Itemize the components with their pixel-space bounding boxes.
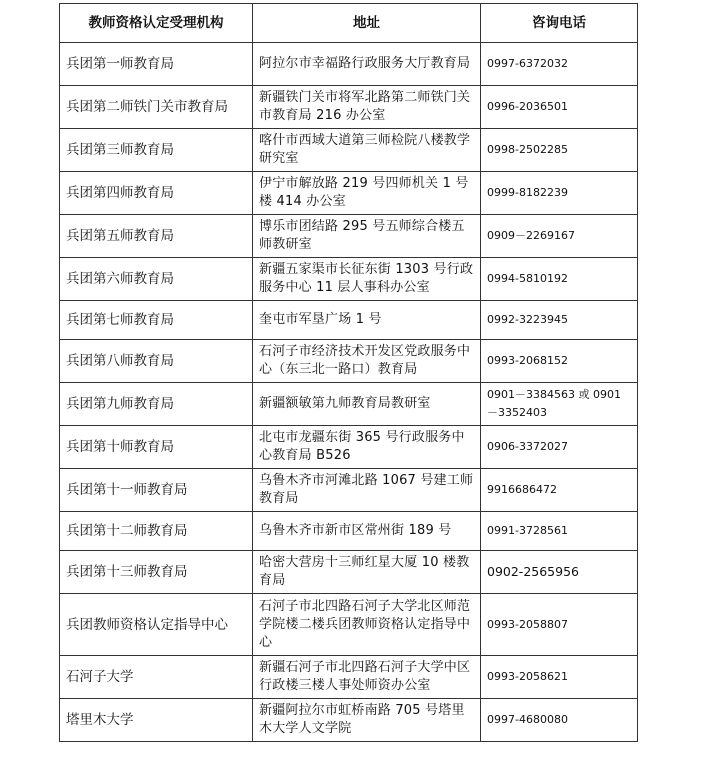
address-cell: 石河子市经济技术开发区党政服务中心（东三北一路口）教育局 [253, 340, 481, 383]
org-cell: 兵团第十三师教育局 [60, 551, 253, 594]
phone-cell: 0999-8182239 [481, 172, 638, 215]
table-row [60, 469, 638, 512]
address-cell: 喀什市西域大道第三师检院八楼教学研究室 [253, 129, 481, 172]
table-row [60, 258, 638, 301]
phone-cell: 0906-3372027 [481, 426, 638, 469]
address-cell: 乌鲁木齐市河滩北路 1067 号建工师教育局 [253, 469, 481, 512]
phone-cell: 9916686472 [481, 469, 638, 512]
table-row [60, 383, 638, 426]
address-cell: 博乐市团结路 295 号五师综合楼五师教研室 [253, 215, 481, 258]
table-row [60, 594, 638, 656]
org-cell: 兵团第五师教育局 [60, 215, 253, 258]
header-phone: 咨询电话 [481, 4, 638, 43]
teacher-certification-table [59, 3, 638, 742]
org-cell: 兵团第六师教育局 [60, 258, 253, 301]
table-row [60, 301, 638, 340]
address-cell: 新疆铁门关市将军北路第二师铁门关市教育局 216 办公室 [253, 86, 481, 129]
phone-cell: 0998-2502285 [481, 129, 638, 172]
phone-cell: 0901－3384563 或 0901－3352403 [481, 383, 638, 426]
address-cell: 乌鲁木齐市新市区常州街 189 号 [253, 512, 481, 551]
table-row [60, 512, 638, 551]
phone-cell: 0997-6372032 [481, 43, 638, 86]
address-cell: 阿拉尔市幸福路行政服务大厅教育局 [253, 43, 481, 86]
org-cell: 兵团第十二师教育局 [60, 512, 253, 551]
table-row [60, 699, 638, 742]
org-cell: 兵团教师资格认定指导中心 [60, 594, 253, 656]
phone-cell: 0996-2036501 [481, 86, 638, 129]
org-cell: 兵团第九师教育局 [60, 383, 253, 426]
org-cell: 兵团第八师教育局 [60, 340, 253, 383]
table-row [60, 656, 638, 699]
org-cell: 石河子大学 [60, 656, 253, 699]
table-row [60, 426, 638, 469]
address-cell: 新疆石河子市北四路石河子大学中区行政楼三楼人事处师资办公室 [253, 656, 481, 699]
address-cell: 新疆额敏第九师教育局教研室 [253, 383, 481, 426]
phone-cell: 0997-4680080 [481, 699, 638, 742]
phone-cell: 0993-2058807 [481, 594, 638, 656]
table-row [60, 86, 638, 129]
phone-cell: 0902-2565956 [481, 551, 638, 594]
address-cell: 新疆五家渠市长征东街 1303 号行政服务中心 11 层人事科办公室 [253, 258, 481, 301]
table-row [60, 129, 638, 172]
table-row [60, 172, 638, 215]
org-cell: 兵团第二师铁门关市教育局 [60, 86, 253, 129]
phone-cell: 0991-3728561 [481, 512, 638, 551]
address-cell: 新疆阿拉尔市虹桥南路 705 号塔里木大学人文学院 [253, 699, 481, 742]
org-cell: 兵团第三师教育局 [60, 129, 253, 172]
address-cell: 奎屯市军垦广场 1 号 [253, 301, 481, 340]
org-cell: 兵团第四师教育局 [60, 172, 253, 215]
phone-cell: 0993-2058621 [481, 656, 638, 699]
table-row [60, 43, 638, 86]
table-row [60, 340, 638, 383]
org-cell: 兵团第七师教育局 [60, 301, 253, 340]
address-cell: 石河子市北四路石河子大学北区师范学院楼二楼兵团教师资格认定指导中心 [253, 594, 481, 656]
address-cell: 哈密大营房十三师红星大厦 10 楼教育局 [253, 551, 481, 594]
phone-cell: 0909－2269167 [481, 215, 638, 258]
phone-cell: 0994-5810192 [481, 258, 638, 301]
org-cell: 兵团第一师教育局 [60, 43, 253, 86]
address-cell: 伊宁市解放路 219 号四师机关 1 号楼 414 办公室 [253, 172, 481, 215]
table-row [60, 551, 638, 594]
phone-cell: 0993-2068152 [481, 340, 638, 383]
header-address: 地址 [253, 4, 481, 43]
table-header-row [60, 4, 638, 43]
header-org: 教师资格认定受理机构 [60, 4, 253, 43]
org-cell: 兵团第十一师教育局 [60, 469, 253, 512]
phone-cell: 0992-3223945 [481, 301, 638, 340]
org-cell: 兵团第十师教育局 [60, 426, 253, 469]
table-row [60, 215, 638, 258]
address-cell: 北屯市龙疆东街 365 号行政服务中心教育局 B526 [253, 426, 481, 469]
org-cell: 塔里木大学 [60, 699, 253, 742]
